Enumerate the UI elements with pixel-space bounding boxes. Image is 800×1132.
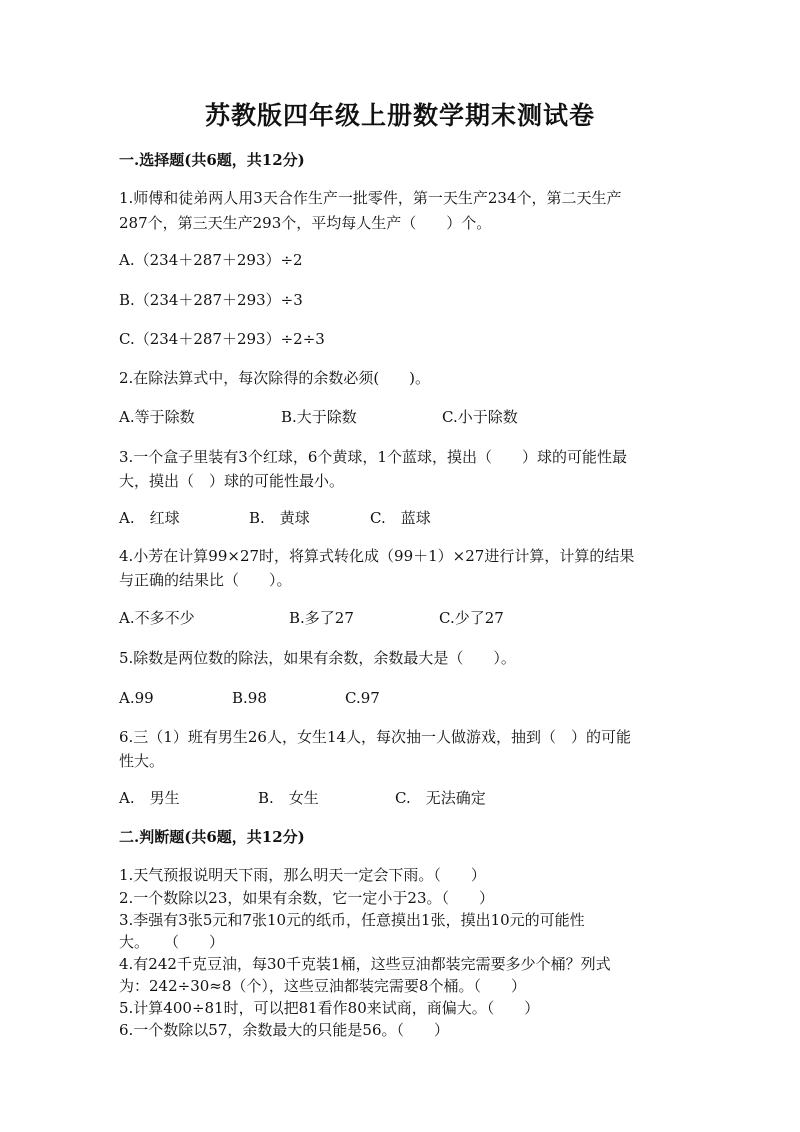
question-1-line-2: 287个，第三天生产293个，平均每人生产（ ）个。 bbox=[119, 214, 492, 232]
judge-line-6: 为：242÷30≈8（个），这些豆油都装完需要8个桶。（ ） bbox=[119, 977, 526, 995]
question-5-option-c: C.97 bbox=[345, 689, 380, 707]
question-4-option-b: B.多了27 bbox=[289, 609, 354, 627]
question-5-option-b: B.98 bbox=[232, 689, 267, 707]
question-3-line-2: 大，摸出（ ）球的可能性最小。 bbox=[119, 472, 345, 490]
section-heading-multiple-choice: 一.选择题(共6题，共12分) bbox=[119, 151, 305, 169]
question-4-line-2: 与正确的结果比（ ）。 bbox=[119, 571, 292, 589]
question-2-option-a: A.等于除数 bbox=[119, 408, 195, 426]
judge-line-8: 6.一个数除以57，余数最大的只能是56。（ ） bbox=[119, 1021, 449, 1039]
question-2-option-c: C.小于除数 bbox=[442, 408, 518, 426]
section-heading-true-false: 二.判断题(共6题，共12分) bbox=[119, 828, 305, 846]
question-4-line-1: 4.小芳在计算99×27时，将算式转化成（99＋1）×27进行计算，计算的结果 bbox=[119, 547, 635, 565]
judge-line-1: 1.天气预报说明天下雨，那么明天一定会下雨。（ ） bbox=[119, 866, 486, 884]
question-4-option-a: A.不多不少 bbox=[119, 609, 195, 627]
question-6-option-b: B. 女生 bbox=[258, 789, 319, 807]
question-4-option-c: C.少了27 bbox=[439, 609, 504, 627]
question-1-option-b: B.（234＋287＋293）÷3 bbox=[119, 291, 303, 309]
judge-line-5: 4.有242千克豆油，每30千克装1桶，这些豆油都装完需要多少个桶？列式 bbox=[119, 955, 611, 973]
question-5-line-1: 5.除数是两位数的除法，如果有余数，余数最大是（ ）。 bbox=[119, 649, 516, 667]
question-1-line-1: 1.师傅和徒弟两人用3天合作生产一批零件，第一天生产234个，第二天生产 bbox=[119, 189, 622, 207]
question-3-option-c: C. 蓝球 bbox=[370, 509, 431, 527]
question-3-option-b: B. 黄球 bbox=[249, 509, 310, 527]
question-6-option-a: A. 男生 bbox=[119, 789, 180, 807]
question-2-option-b: B.大于除数 bbox=[281, 408, 357, 426]
question-1-option-c: C.（234＋287＋293）÷2÷3 bbox=[119, 330, 325, 348]
judge-line-3: 3.李强有3张5元和7张10元的纸币，任意摸出1张，摸出10元的可能性 bbox=[119, 911, 585, 929]
question-6-option-c: C. 无法确定 bbox=[395, 789, 486, 807]
page-title: 苏教版四年级上册数学期末测试卷 bbox=[204, 101, 595, 130]
question-1-option-a: A.（234＋287＋293）÷2 bbox=[119, 251, 303, 269]
judge-line-7: 5.计算400÷81时，可以把81看作80来试商，商偏大。（ ） bbox=[119, 999, 540, 1017]
question-3-line-1: 3.一个盒子里装有3个红球，6个黄球，1个蓝球，摸出（ ）球的可能性最 bbox=[119, 448, 627, 466]
question-3-option-a: A. 红球 bbox=[119, 509, 180, 527]
question-2-line-1: 2.在除法算式中，每次除得的余数必须( )。 bbox=[119, 369, 431, 387]
question-6-line-2: 性大。 bbox=[119, 752, 165, 770]
judge-line-2: 2.一个数除以23，如果有余数，它一定小于23。（ ） bbox=[119, 889, 494, 907]
question-6-line-1: 6.三（1）班有男生26人，女生14人，每次抽一人做游戏，抽到（ ）的可能 bbox=[119, 728, 632, 746]
judge-line-4: 大。 （ ） bbox=[119, 933, 225, 951]
question-5-option-a: A.99 bbox=[119, 689, 154, 707]
